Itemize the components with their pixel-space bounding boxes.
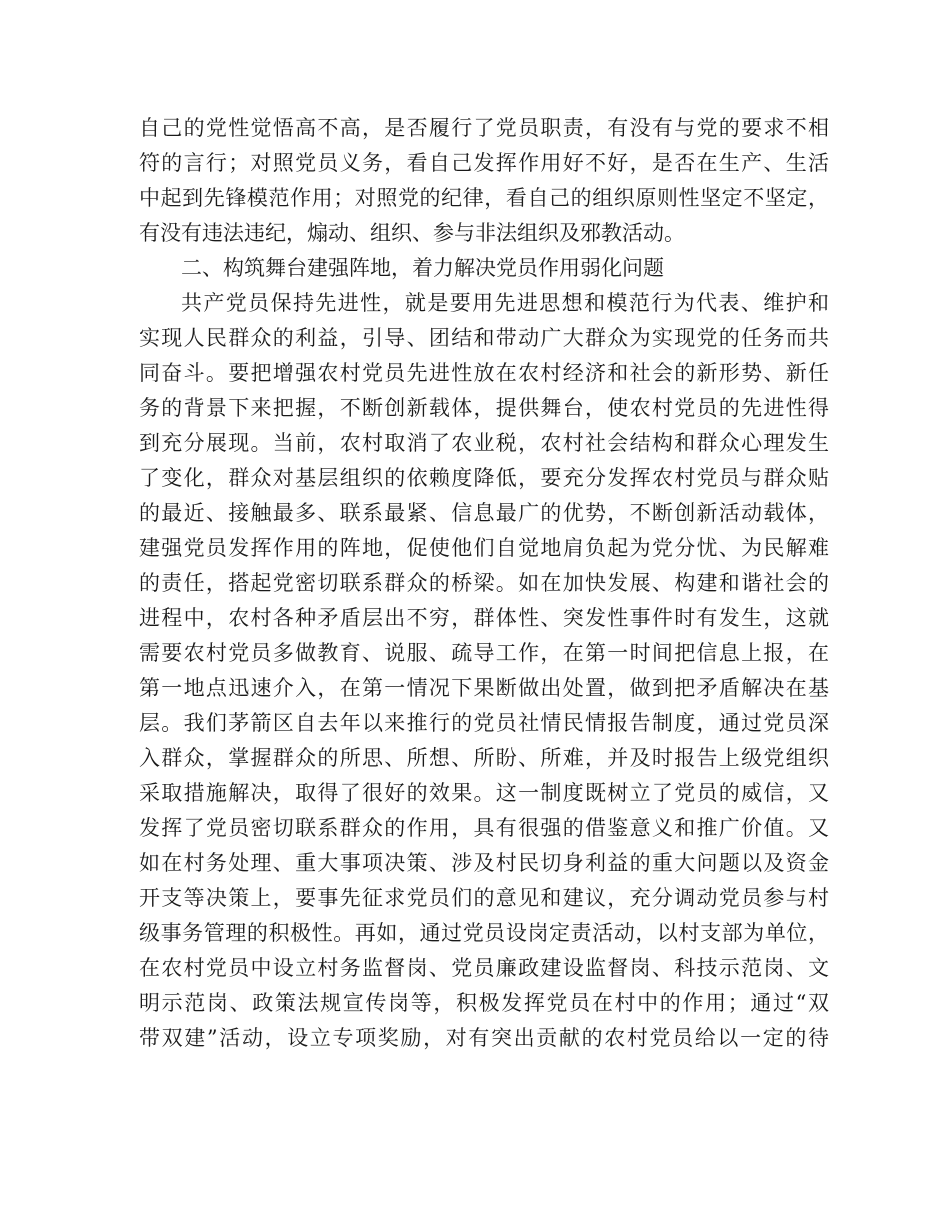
text-line: 有没有违法违纪，煽动、组织、参与非法组织及邪教活动。 (139, 221, 685, 245)
text-line: 在农村党员中设立村务监督岗、党员廉政建设监督岗、科技示范岗、文 (139, 956, 829, 980)
text-line: 层。我们茅箭区自去年以来推行的党员社情民情报告制度，通过党员深 (139, 711, 829, 735)
document-page (139, 111, 829, 1056)
text-line: 如在村务处理、重大事项决策、涉及村民切身利益的重大问题以及资金 (139, 851, 829, 875)
text-line: 实现人民群众的利益，引导、团结和带动广大群众为实现党的任务而共 (139, 326, 829, 350)
text-line: 同奋斗。要把增强农村党员先进性放在农村经济和社会的新形势、新任 (139, 361, 829, 385)
text-line: 了变化，群众对基层组织的依赖度降低，要充分发挥农村党员与群众贴 (139, 466, 829, 490)
text-line: 明示范岗、政策法规宣传岗等，积极发挥党员在村中的作用；通过“双 (139, 991, 829, 1015)
text-line: 建强党员发挥作用的阵地，促使他们自觉地肩负起为党分忧、为民解难 (139, 536, 829, 560)
text-line: 自己的党性觉悟高不高，是否履行了党员职责，有没有与党的要求不相 (139, 116, 829, 140)
text-line: 第一地点迅速介入，在第一情况下果断做出处置，做到把矛盾解决在基 (139, 676, 829, 700)
text-line: 采取措施解决，取得了很好的效果。这一制度既树立了党员的威信，又 (139, 781, 829, 805)
text-line: 中起到先锋模范作用；对照党的纪律，看自己的组织原则性坚定不坚定， (139, 186, 829, 210)
text-line: 入群众，掌握群众的所思、所想、所盼、所难，并及时报告上级党组织 (139, 746, 829, 770)
text-line: 共产党员保持先进性，就是要用先进思想和模范行为代表、维护和 (181, 291, 829, 315)
text-line: 级事务管理的积极性。再如，通过党员设岗定责活动，以村支部为单位， (139, 921, 829, 945)
paragraph (139, 286, 829, 1056)
heading-line: 二、构筑舞台建强阵地，着力解决党员作用弱化问题 (181, 256, 664, 280)
text-line: 进程中，农村各种矛盾层出不穷，群体性、突发性事件时有发生，这就 (139, 606, 829, 630)
text-line: 的责任，搭起党密切联系群众的桥梁。如在加快发展、构建和谐社会的 (139, 571, 829, 595)
section-heading (139, 251, 829, 286)
text-line: 到充分展现。当前，农村取消了农业税，农村社会结构和群众心理发生 (139, 431, 829, 455)
text-line: 符的言行；对照党员义务，看自己发挥作用好不好，是否在生产、生活 (139, 151, 829, 175)
text-line: 的最近、接触最多、联系最紧、信息最广的优势，不断创新活动载体， (139, 501, 829, 525)
text-line: 需要农村党员多做教育、说服、疏导工作，在第一时间把信息上报，在 (139, 641, 829, 665)
paragraph (139, 111, 829, 251)
text-line: 发挥了党员密切联系群众的作用，具有很强的借鉴意义和推广价值。又 (139, 816, 829, 840)
text-line: 带双建”活动，设立专项奖励，对有突出贡献的农村党员给以一定的待 (139, 1026, 829, 1050)
text-line: 开支等决策上，要事先征求党员们的意见和建议，充分调动党员参与村 (139, 886, 829, 910)
text-line: 务的背景下来把握，不断创新载体，提供舞台，使农村党员的先进性得 (139, 396, 829, 420)
